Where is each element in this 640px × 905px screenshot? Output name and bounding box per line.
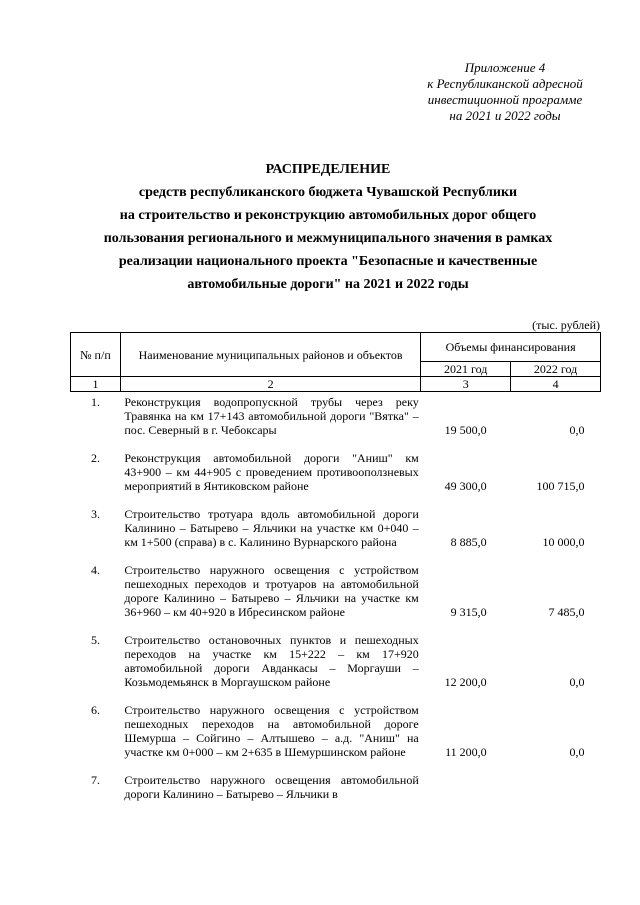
amount-2022: 0,0 xyxy=(569,675,585,689)
row-number: 4. xyxy=(90,563,100,577)
column-number: 2 xyxy=(120,377,420,392)
object-name: Строительство тротуара вдоль автомобильной дороги Калинино – Батырево – Яльчики на участке км 0+040 – км 1+500 (справа) в с. Калинино Вурнарского района xyxy=(124,507,419,549)
appendix-line: Приложение 4 xyxy=(464,60,546,75)
appendix-line: инвестиционной программе xyxy=(427,92,583,107)
row-number: 1. xyxy=(90,395,100,409)
header-2022: 2022 год xyxy=(511,362,601,377)
appendix-note xyxy=(380,60,630,124)
header-2021: 2021 год xyxy=(421,362,511,377)
header-volume: Объемы финансирования xyxy=(421,333,601,362)
row-number: 6. xyxy=(90,703,100,717)
title-line: на строительство и реконструкцию автомобильных дорог общего xyxy=(119,208,537,223)
amount-2022: 10 000,0 xyxy=(542,535,585,549)
column-number: 4 xyxy=(511,377,601,392)
title-line: реализации национального проекта "Безопасные и качественные xyxy=(118,254,538,269)
amount-2021: 19 500,0 xyxy=(444,423,487,437)
header-num: № п/п xyxy=(71,333,121,377)
object-name: Строительство остановочных пунктов и пешеходных переходов на участке км 15+222 – км 17+920 автомобильной дороги Авданкасы – Моргауши – Козьмодемьянск в Моргаушском районе xyxy=(124,633,419,689)
header-name: Наименование муниципальных районов и объектов xyxy=(120,333,420,377)
amount-2021: 12 200,0 xyxy=(444,675,487,689)
row-number: 7. xyxy=(90,773,100,787)
funding-table xyxy=(70,332,601,801)
title-line: автомобильные дороги" на 2021 и 2022 годы xyxy=(187,277,469,292)
amount-2022: 100 715,0 xyxy=(536,479,585,493)
object-name: Строительство наружного освещения с устройством пешеходных переходов на автомобильной дороге Шемурша – Сойгино – Алтышево – а.д. "Аниш" на участке км 0+000 – км 2+635 в Шемуршинском районе xyxy=(124,703,419,759)
object-name: Строительство наружного освещения с устройством пешеходных переходов и тротуаров на автомобильной дороге Калинино – Батырево – Яльчики на участке км 36+960 – км 40+920 в Ибресинском районе xyxy=(124,563,419,619)
amount-2021: 49 300,0 xyxy=(444,479,487,493)
column-number: 1 xyxy=(71,377,121,392)
table-row xyxy=(71,633,601,703)
column-number: 3 xyxy=(421,377,511,392)
table-row xyxy=(71,507,601,563)
row-number: 2. xyxy=(90,451,100,465)
object-name: Реконструкция автомобильной дороги "Аниш" км 43+900 – км 44+905 с проведением противооползневых мероприятий в Янтиковском районе xyxy=(124,451,419,493)
amount-2022: 0,0 xyxy=(569,745,585,759)
unit-label: (тыс. рублей) xyxy=(532,318,600,332)
title-line: пользования регионального и межмуниципального значения в рамках xyxy=(103,231,553,246)
appendix-line: на 2021 и 2022 годы xyxy=(449,108,561,123)
table-row xyxy=(71,563,601,633)
title-line: средств республиканского бюджета Чувашской Республики xyxy=(138,185,518,200)
table-row xyxy=(71,392,601,452)
object-name: Строительство наружного освещения автомобильной дороги Калинино – Батырево – Яльчики в xyxy=(124,773,419,801)
table-row xyxy=(71,451,601,507)
title-line: РАСПРЕДЕЛЕНИЕ xyxy=(265,162,391,177)
amount-2022: 7 485,0 xyxy=(548,605,585,619)
amount-2021 xyxy=(421,773,511,801)
row-number: 3. xyxy=(90,507,100,521)
amount-2021: 9 315,0 xyxy=(450,605,487,619)
row-number: 5. xyxy=(90,633,100,647)
appendix-line: к Республиканской адресной xyxy=(427,76,583,91)
table-row xyxy=(71,773,601,801)
amount-2021: 11 200,0 xyxy=(445,745,487,759)
amount-2021: 8 885,0 xyxy=(450,535,487,549)
amount-2022 xyxy=(511,773,601,801)
object-name: Реконструкция водопропускной трубы через реку Травянка на км 17+143 автомобильной дороги "Вятка" – пос. Северный в г. Чебоксары xyxy=(124,395,419,437)
document-title xyxy=(70,158,586,296)
table-row xyxy=(71,703,601,773)
amount-2022: 0,0 xyxy=(569,423,585,437)
